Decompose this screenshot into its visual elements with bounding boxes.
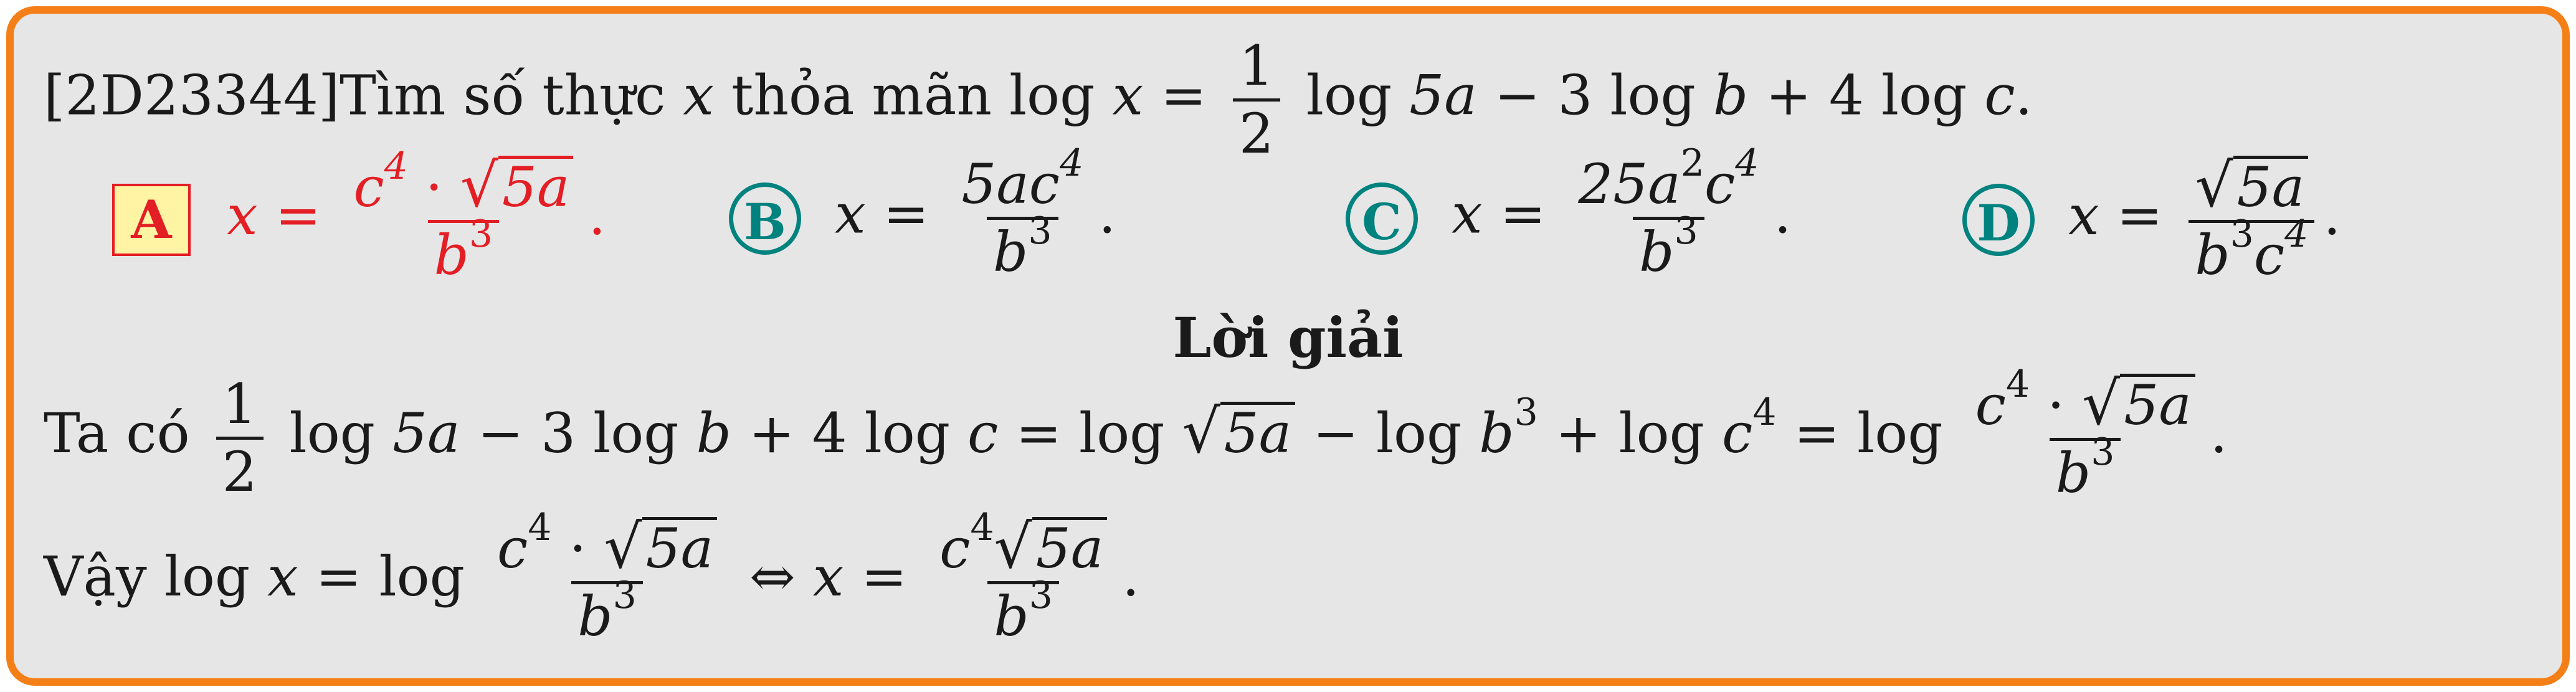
solution-line-1: Ta có $\frac{1}{2}$ log 5a − 3 log b + 4 log c = log √ 5a − $\log b^3 + \log c^4 = \log$ $c^4$ · √ 5a $b^3$ .	[44, 363, 2228, 506]
question-stem: [2D23344]Tìm số thực x thỏa mãn log x = $\frac{1}{2}$ log 5a − 3 log b + 4 log c.	[44, 34, 2033, 166]
choice-d-label: D	[1962, 184, 2035, 256]
question-id: [2D23344]	[44, 63, 340, 128]
solution-heading: Lời giải	[1172, 305, 1404, 370]
choice-a[interactable]: A x = $c^4$ · √ 5a $b^3$ .	[112, 156, 606, 285]
choice-a-label: A	[112, 184, 191, 256]
fraction-half: $\frac{1}{2}$	[1233, 37, 1280, 163]
choice-b[interactable]: B x = $\frac{5ac^4}{b^3}$ .	[729, 156, 1116, 282]
choice-c-label: C	[1346, 182, 1418, 255]
choice-b-label: B	[729, 182, 801, 255]
choice-d[interactable]: D x = √ 5a $b^3c^4$ .	[1962, 156, 2341, 285]
solution-line-2: Vậy log x = log $c^4$ · √ 5a $b^3$ ⇔ x = $c^4$ √ 5a $b^3$ .	[44, 506, 1140, 649]
choice-c[interactable]: C x = $\frac{25a^2c^4}{b^3}$ .	[1346, 156, 1791, 282]
